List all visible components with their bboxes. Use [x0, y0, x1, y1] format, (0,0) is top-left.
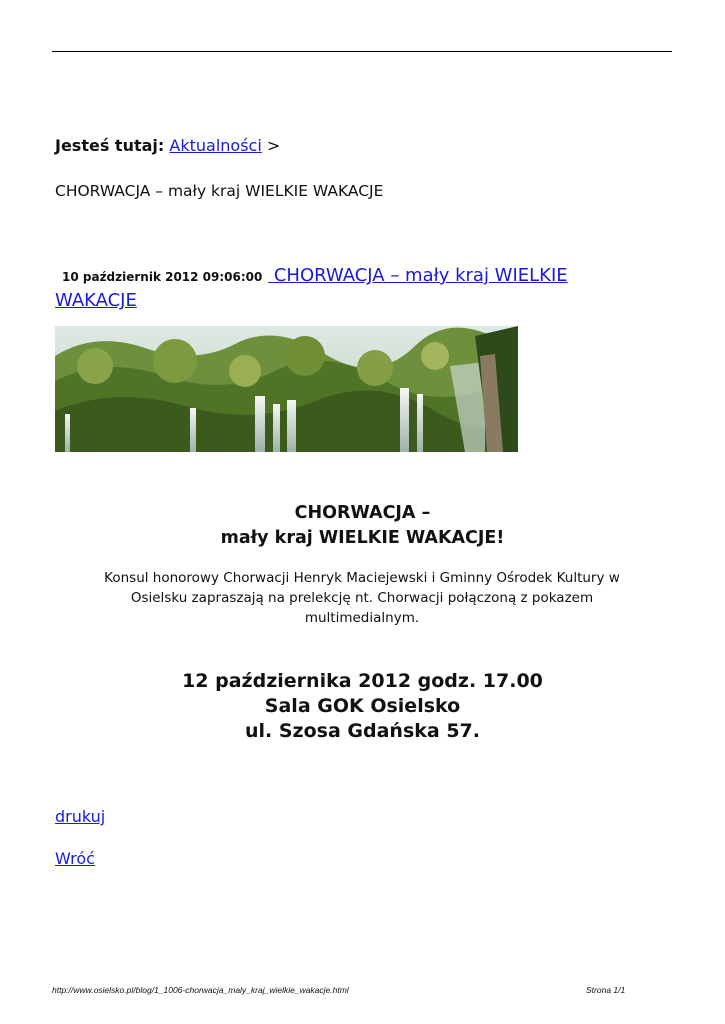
headline-line-2: mały kraj WIELKIE WAKACJE! [220, 528, 505, 548]
page-title: CHORWACJA – mały kraj WIELKIE WAKACJE [55, 182, 384, 200]
intro-line-3: multimedialnym. [304, 610, 420, 626]
article-headline [0, 501, 725, 551]
top-divider [52, 51, 672, 52]
event-venue: Sala GOK Osielsko [264, 695, 461, 717]
intro-line-2: Osielsku zapraszają na prelekcję nt. Chorwacji połączoną z pokazem [130, 590, 594, 606]
article-header [55, 264, 655, 313]
breadcrumb-separator: > [266, 136, 281, 155]
breadcrumb-label: Jesteś tutaj: [55, 136, 165, 155]
footer-url: http://www.osielsko.pl/blog/1_1006-chorwacja_maly_kraj_wielkie_wakacje.html [52, 985, 349, 995]
event-details [0, 669, 725, 744]
event-date: 12 października 2012 godz. 17.00 [182, 670, 543, 692]
intro-line-1: Konsul honorowy Chorwacji Henryk Maciejewski i Gminny Ośrodek Kultury w [104, 570, 620, 586]
footer-page-number: Strona 1/1 [586, 985, 626, 995]
article-date: 10 październik 2012 09:06:00 [62, 270, 263, 284]
print-link[interactable]: drukuj [55, 807, 106, 826]
waterfall-photo [55, 326, 518, 452]
back-link[interactable]: Wróć [55, 849, 95, 868]
headline-line-1: CHORWACJA – [294, 503, 431, 523]
event-address: ul. Szosa Gdańska 57. [245, 720, 480, 742]
article-intro [62, 568, 662, 628]
article-title-text: CHORWACJA – mały kraj WIELKIE WAKACJE [55, 265, 568, 311]
breadcrumb-link-aktualnosci[interactable]: Aktualności [169, 136, 262, 155]
breadcrumb [55, 135, 280, 157]
